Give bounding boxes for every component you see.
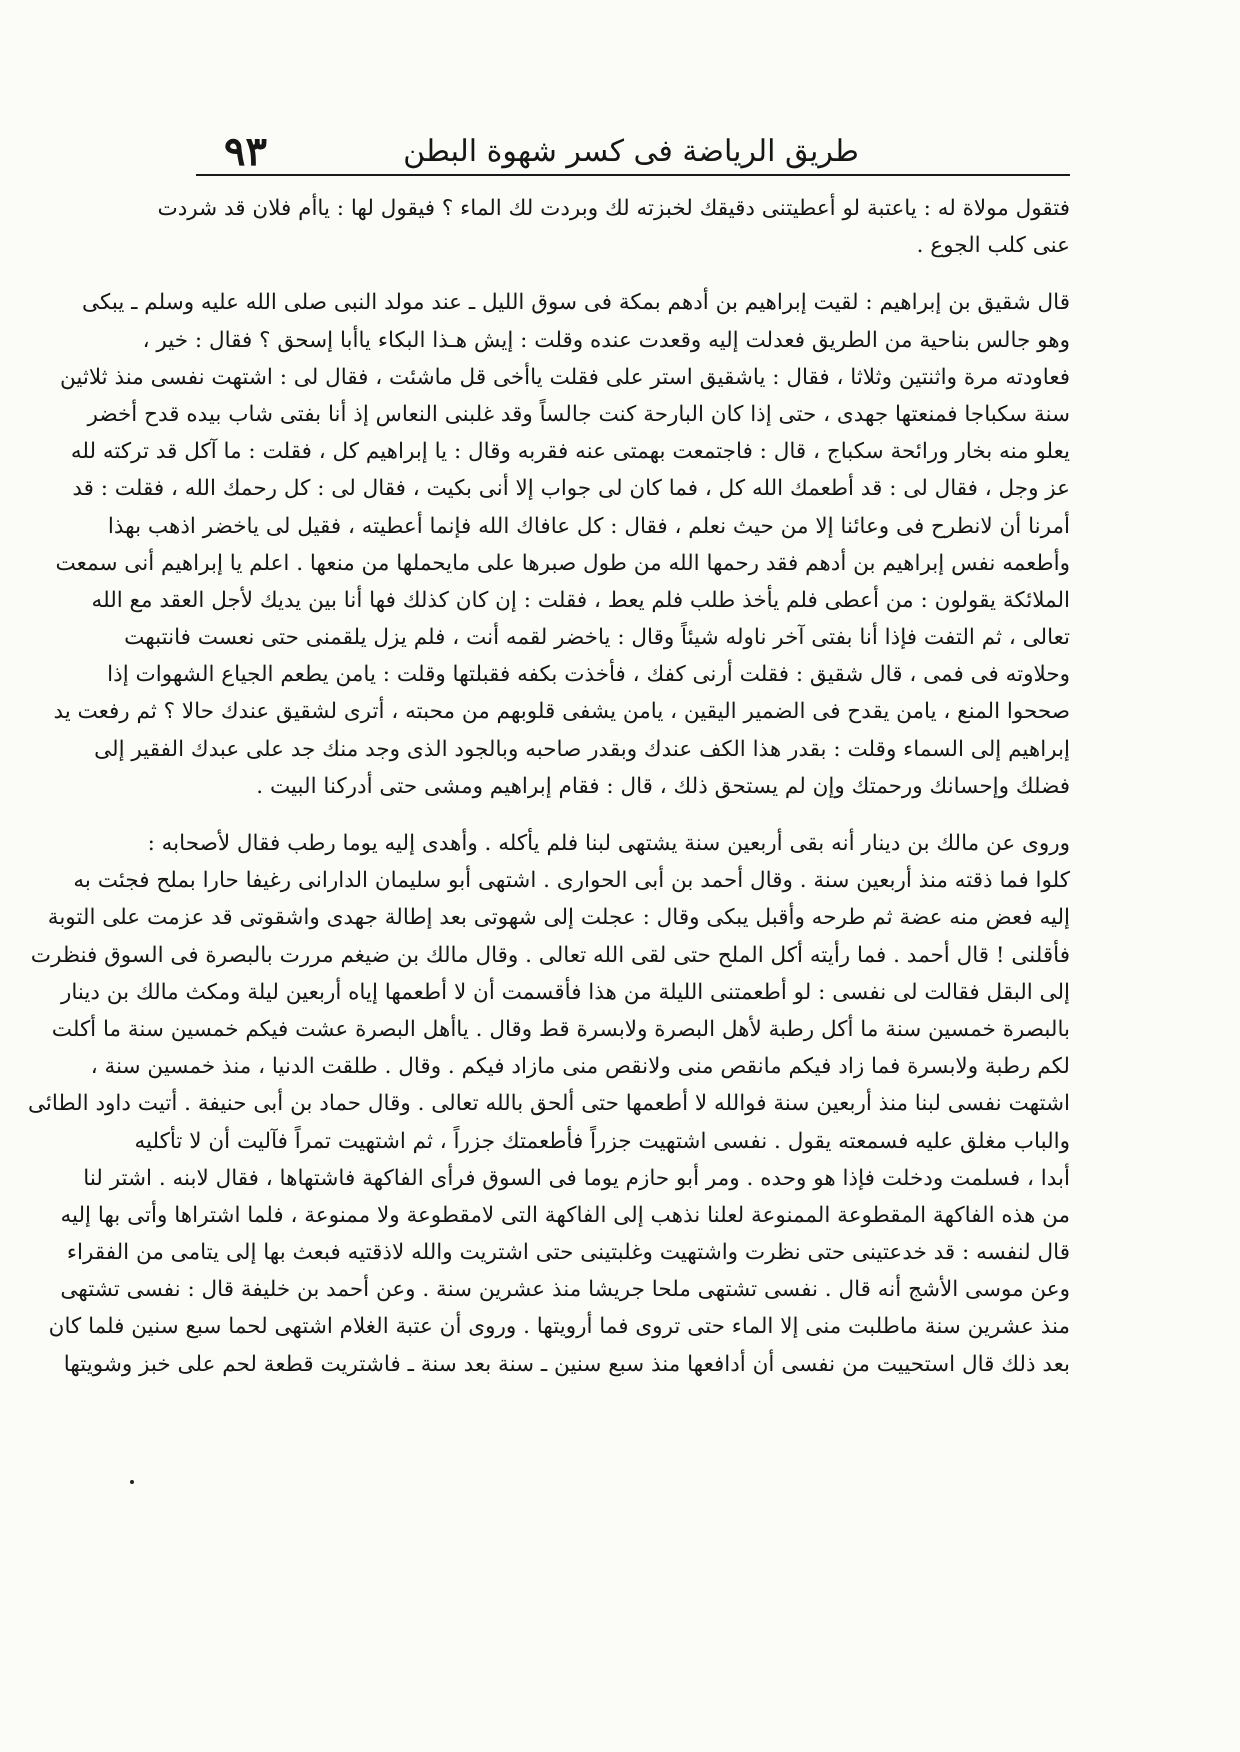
- page-number: ٩٣: [224, 128, 267, 175]
- page-header: [196, 128, 1066, 178]
- text-line: يعلو منه بخار ورائحة سكباج ، قال : فاجتمعت بهمتى عنه فقربه وقال : يا إبراهيم كل ، فقلت : ما آكل قد تركته لله: [70, 439, 1070, 465]
- text-line: اشتهت نفسى لبنا منذ أربعين سنة فوالله لا أطعمها حتى ألحق بالله تعالى . وقال حماد بن أبى حنيفة . أتيت داود الطائى: [28, 1091, 1070, 1117]
- text-line: إلى البقل فقالت لى نفسى : لو أطعمتنى الليلة من هذا فأقسمت أن لا أطعمها إياه أربعين ليلة ومكث مالك بن دينار: [60, 979, 1070, 1005]
- text-line: وعن موسى الأشج أنه قال . نفسى تشتهى ملحا جريشا منذ عشرين سنة . وعن أحمد بن خليفة قال : نفسى تشتهى: [60, 1277, 1070, 1303]
- paragraph: [157, 190, 1070, 264]
- text-line: قال شقيق بن إبراهيم : لقيت إبراهيم بن أدهم بمكة فى سوق الليل ـ عند مولد النبى صلى الله عليه وسلم ـ يبكى: [82, 290, 1070, 316]
- text-line: إليه فعض منه عضة ثم طرحه وأقبل يبكى وقال : عجلت إلى شهوتى بعد إطالة جهدى واشقوتى قد عزمت على التوبة: [47, 905, 1070, 931]
- running-title: طريق الرياضة فى كسر شهوة البطن: [403, 134, 859, 169]
- text-line: من هذه الفاكهة المقطوعة الممنوعة لعلنا نذهب إلى الفاكهة التى لامقطوعة ولا ممنوعة ، فلما اشتراها وأتى بها إليه: [60, 1202, 1070, 1228]
- text-line: والباب مغلق عليه فسمعته يقول . نفسى اشتهيت جزراً فأطعمتك جزراً ، ثم اشتهيت تمراً فآليت أن لا تأكليه: [134, 1128, 1070, 1154]
- text-line: فتقول مولاة له : ياعتبة لو أعطيتنى دقيقك لخبزته لك وبردت لك الماء ؟ فيقول لها : ياأم فلان قد شردت: [157, 196, 1070, 221]
- page-body: [28, 190, 1070, 1383]
- text-line: منذ عشرين سنة ماطلبت منى إلا الماء حتى تروى فما أرويتها . وروى أن عتبة الغلام اشتهى لحما سبع سنين فلما كان: [48, 1314, 1070, 1340]
- text-line: صححوا المنع ، يامن يقدح فى الضمير اليقين ، يامن يشفى قلوبهم من محبته ، أترى لشقيق عندك حالا ؟ ثم رفعت يد: [53, 699, 1070, 725]
- text-line: قال لنفسه : قد خدعتينى حتى نظرت واشتهيت وغلبتينى حتى اشتريت والله لاذقتيه فبعث بها إلى يتامى من الفقراء: [66, 1240, 1070, 1266]
- text-line: بعد ذلك قال استحييت من نفسى أن أدافعها منذ سبع سنين ـ سنة بعد سنة ـ فاشتريت قطعة لحم على خبز وشويتها: [63, 1351, 1070, 1377]
- text-line: لكم رطبة ولابسرة فما زاد فيكم مانقص منى ولانقص منى مازاد فيكم . وقال . طلقت الدنيا ، منذ خمسين سنة ،: [90, 1054, 1070, 1080]
- text-line: فضلك وإحسانك ورحمتك وإن لم يستحق ذلك ، قال : فقام إبراهيم ومشى حتى أدركنا البيت .: [256, 773, 1070, 799]
- text-line: عز وجل ، فقال لى : قد أطعمك الله كل ، فما كان لى جواب إلا أنى بكيت ، فقال لى : كل رحمك الله ، فقلت : قد: [72, 476, 1070, 502]
- paragraph-gap: [196, 805, 1070, 825]
- text-line: تعالى ، ثم التفت فإذا أنا بفتى آخر ناوله شيئاً وقال : ياخضر لقمه أنت ، فلم يزل يلقمنى حتى نعست فانتبهت: [124, 625, 1070, 651]
- text-line: أمرنا أن لانطرح فى وعائنا إلا من حيث نعلم ، فقال : كل عافاك الله فإنما أعطيته ، فقيل لى ياخضر اذهب بهذا: [107, 513, 1070, 539]
- text-line: وهو جالس بناحية من الطريق فعدلت إليه وقعدت عنده وقلت : إيش هـذا البكاء ياأبا إسحق ؟ فقال : خير ،: [142, 327, 1070, 353]
- text-line: وأطعمه نفس إبراهيم بن أدهم فقد رحمها الله من طول صبرها على مايحملها من منعها . اعلم يا إبراهيم أنى سمعت: [55, 550, 1070, 576]
- text-line: فعاودته مرة واثنتين وثلاثا ، فقال : ياشقيق استر على فقلت ياأخى قل ماشئت ، فقال لى : اشتهت نفسى منذ ثلاثين: [59, 364, 1070, 390]
- header-rule: [196, 174, 1070, 176]
- text-line: سنة سكباجا فمنعتها جهدى ، حتى إذا كان البارحة كنت جالساً وقد غلبنى النعاس إذ أنا بفتى شاب بيده قدح أخضر: [87, 401, 1070, 427]
- text-line: وروى عن مالك بن دينار أنه بقى أربعين سنة يشتهى لبنا فلم يأكله . وأهدى إليه يوما رطب فقال لأصحابه :: [147, 831, 1070, 856]
- text-line: بالبصرة خمسين سنة ما أكل رطبة لأهل البصرة ولابسرة قط وقال . ياأهل البصرة عشت فيكم خمسين سنة ما أكلت: [51, 1016, 1070, 1042]
- paragraph: [28, 825, 1070, 1383]
- text-line: فأقلنى ! قال أحمد . فما رأيته أكل الملح حتى لقى الله تعالى . وقال مالك بن ضيغم مررت بالبصرة فى السوق فنظرت: [30, 942, 1070, 968]
- text-line: أبدا ، فسلمت ودخلت فإذا هو وحده . ومر أبو حازم يوما فى السوق فرأى الفاكهة فاشتهاها ، فقال لابنه . اشتر لنا: [83, 1165, 1070, 1191]
- text-line: الملائكة يقولون : من أعطى فلم يأخذ طلب فلم يعط ، فقلت : إن كان كذلك فها أنا بين يديك لأجل العقد مع الله: [91, 587, 1070, 613]
- paragraph-gap: [196, 264, 1070, 284]
- paragraph: [53, 284, 1070, 805]
- text-line: إبراهيم إلى السماء وقلت : بقدر هذا الكف عندك وبقدر صاحبه وبالجود الذى وجد منك جد على عبدك الفقير إلى: [94, 736, 1070, 762]
- text-line: كلوا فما ذقته منذ أربعين سنة . وقال أحمد بن أبى الحوارى . اشتهى أبو سليمان الدارانى رغيفا حارا بملح فجئت به: [73, 868, 1070, 894]
- margin-dot: [130, 1480, 134, 1484]
- text-line: وحلاوته فى فمى ، قال شقيق : فقلت أرنى كفك ، فأخذت بكفه فقبلتها وقلت : يامن يطعم الجياع الشهوات إذا: [107, 662, 1070, 688]
- text-line: عنى كلب الجوع .: [916, 233, 1070, 259]
